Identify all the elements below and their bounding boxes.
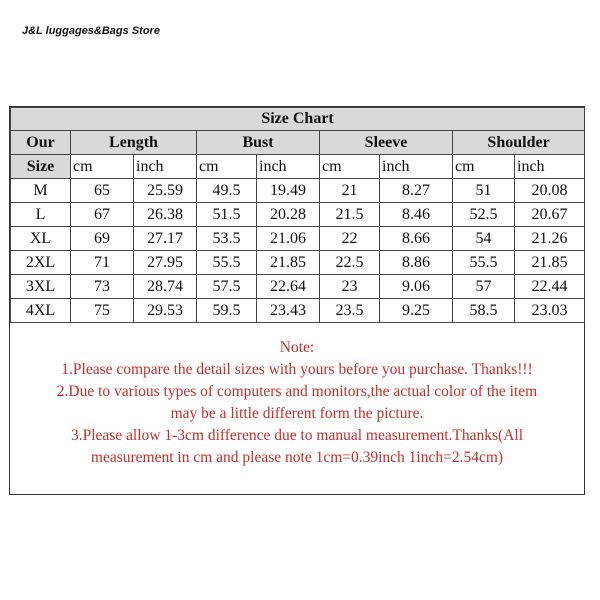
unit-label: inch: [257, 155, 320, 179]
value-cell: 21: [320, 179, 380, 203]
group-bust: Bust: [197, 131, 320, 155]
value-cell: 22.44: [515, 275, 585, 299]
value-cell: 8.27: [380, 179, 453, 203]
table-row: [11, 299, 585, 323]
value-cell: 9.06: [380, 275, 453, 299]
unit-label: cm: [197, 155, 257, 179]
value-cell: 75: [71, 299, 134, 323]
value-cell: 22.64: [257, 275, 320, 299]
value-cell: 22.5: [320, 251, 380, 275]
value-cell: 54: [453, 227, 515, 251]
size-chart-table: [10, 107, 585, 323]
value-cell: 69: [71, 227, 134, 251]
value-cell: 51: [453, 179, 515, 203]
unit-label: inch: [515, 155, 585, 179]
corner-size: Size: [11, 155, 71, 179]
value-cell: 9.25: [380, 299, 453, 323]
table-row: [11, 251, 585, 275]
unit-label: cm: [320, 155, 380, 179]
unit-label: inch: [380, 155, 453, 179]
table-title: Size Chart: [11, 108, 585, 131]
value-cell: 22: [320, 227, 380, 251]
group-sleeve: Sleeve: [320, 131, 453, 155]
corner-our: Our: [11, 131, 71, 155]
value-cell: 21.85: [257, 251, 320, 275]
value-cell: 71: [71, 251, 134, 275]
value-cell: 23.5: [320, 299, 380, 323]
size-cell: 4XL: [11, 299, 71, 323]
size-cell: 3XL: [11, 275, 71, 299]
note-line-3b: measurement in cm and please note 1cm=0.39inch 1inch=2.54cm): [90, 449, 504, 466]
note-heading: Note:: [279, 339, 315, 356]
unit-label: inch: [134, 155, 197, 179]
value-cell: 52.5: [453, 203, 515, 227]
table-row: [11, 179, 585, 203]
value-cell: 23: [320, 275, 380, 299]
value-cell: 20.67: [515, 203, 585, 227]
value-cell: 55.5: [453, 251, 515, 275]
value-cell: 27.17: [134, 227, 197, 251]
value-cell: 21.26: [515, 227, 585, 251]
value-cell: 20.08: [515, 179, 585, 203]
table-row: [11, 227, 585, 251]
value-cell: 26.38: [134, 203, 197, 227]
value-cell: 28.74: [134, 275, 197, 299]
value-cell: 27.95: [134, 251, 197, 275]
value-cell: 8.46: [380, 203, 453, 227]
note-line-3a: 3.Please allow 1-3cm difference due to manual measurement.Thanks(All: [70, 427, 524, 444]
note-line-2a: 2.Due to various types of computers and monitors,the actual color of the item: [56, 383, 538, 400]
table-row: [11, 275, 585, 299]
value-cell: 55.5: [197, 251, 257, 275]
size-chart-panel: [9, 106, 585, 495]
unit-label: cm: [453, 155, 515, 179]
value-cell: 67: [71, 203, 134, 227]
table-row: [11, 203, 585, 227]
value-cell: 21.06: [257, 227, 320, 251]
value-cell: 21.85: [515, 251, 585, 275]
value-cell: 23.43: [257, 299, 320, 323]
value-cell: 20.28: [257, 203, 320, 227]
value-cell: 49.5: [197, 179, 257, 203]
value-cell: 53.5: [197, 227, 257, 251]
store-name: J&L luggages&Bags Store: [22, 25, 160, 37]
value-cell: 57: [453, 275, 515, 299]
value-cell: 25.59: [134, 179, 197, 203]
value-cell: 23.03: [515, 299, 585, 323]
size-cell: M: [11, 179, 71, 203]
value-cell: 8.66: [380, 227, 453, 251]
size-cell: 2XL: [11, 251, 71, 275]
value-cell: 21.5: [320, 203, 380, 227]
size-cell: XL: [11, 227, 71, 251]
note-line-2b: may be a little different form the picture.: [170, 405, 424, 422]
value-cell: 59.5: [197, 299, 257, 323]
value-cell: 29.53: [134, 299, 197, 323]
note-block: [10, 337, 584, 469]
unit-label: cm: [71, 155, 134, 179]
group-shoulder: Shoulder: [453, 131, 585, 155]
size-cell: L: [11, 203, 71, 227]
value-cell: 8.86: [380, 251, 453, 275]
value-cell: 57.5: [197, 275, 257, 299]
value-cell: 58.5: [453, 299, 515, 323]
value-cell: 65: [71, 179, 134, 203]
value-cell: 19.49: [257, 179, 320, 203]
value-cell: 73: [71, 275, 134, 299]
value-cell: 51.5: [197, 203, 257, 227]
note-line-1: 1.Please compare the detail sizes with yours before you purchase. Thanks!!!: [61, 361, 533, 378]
group-length: Length: [71, 131, 197, 155]
